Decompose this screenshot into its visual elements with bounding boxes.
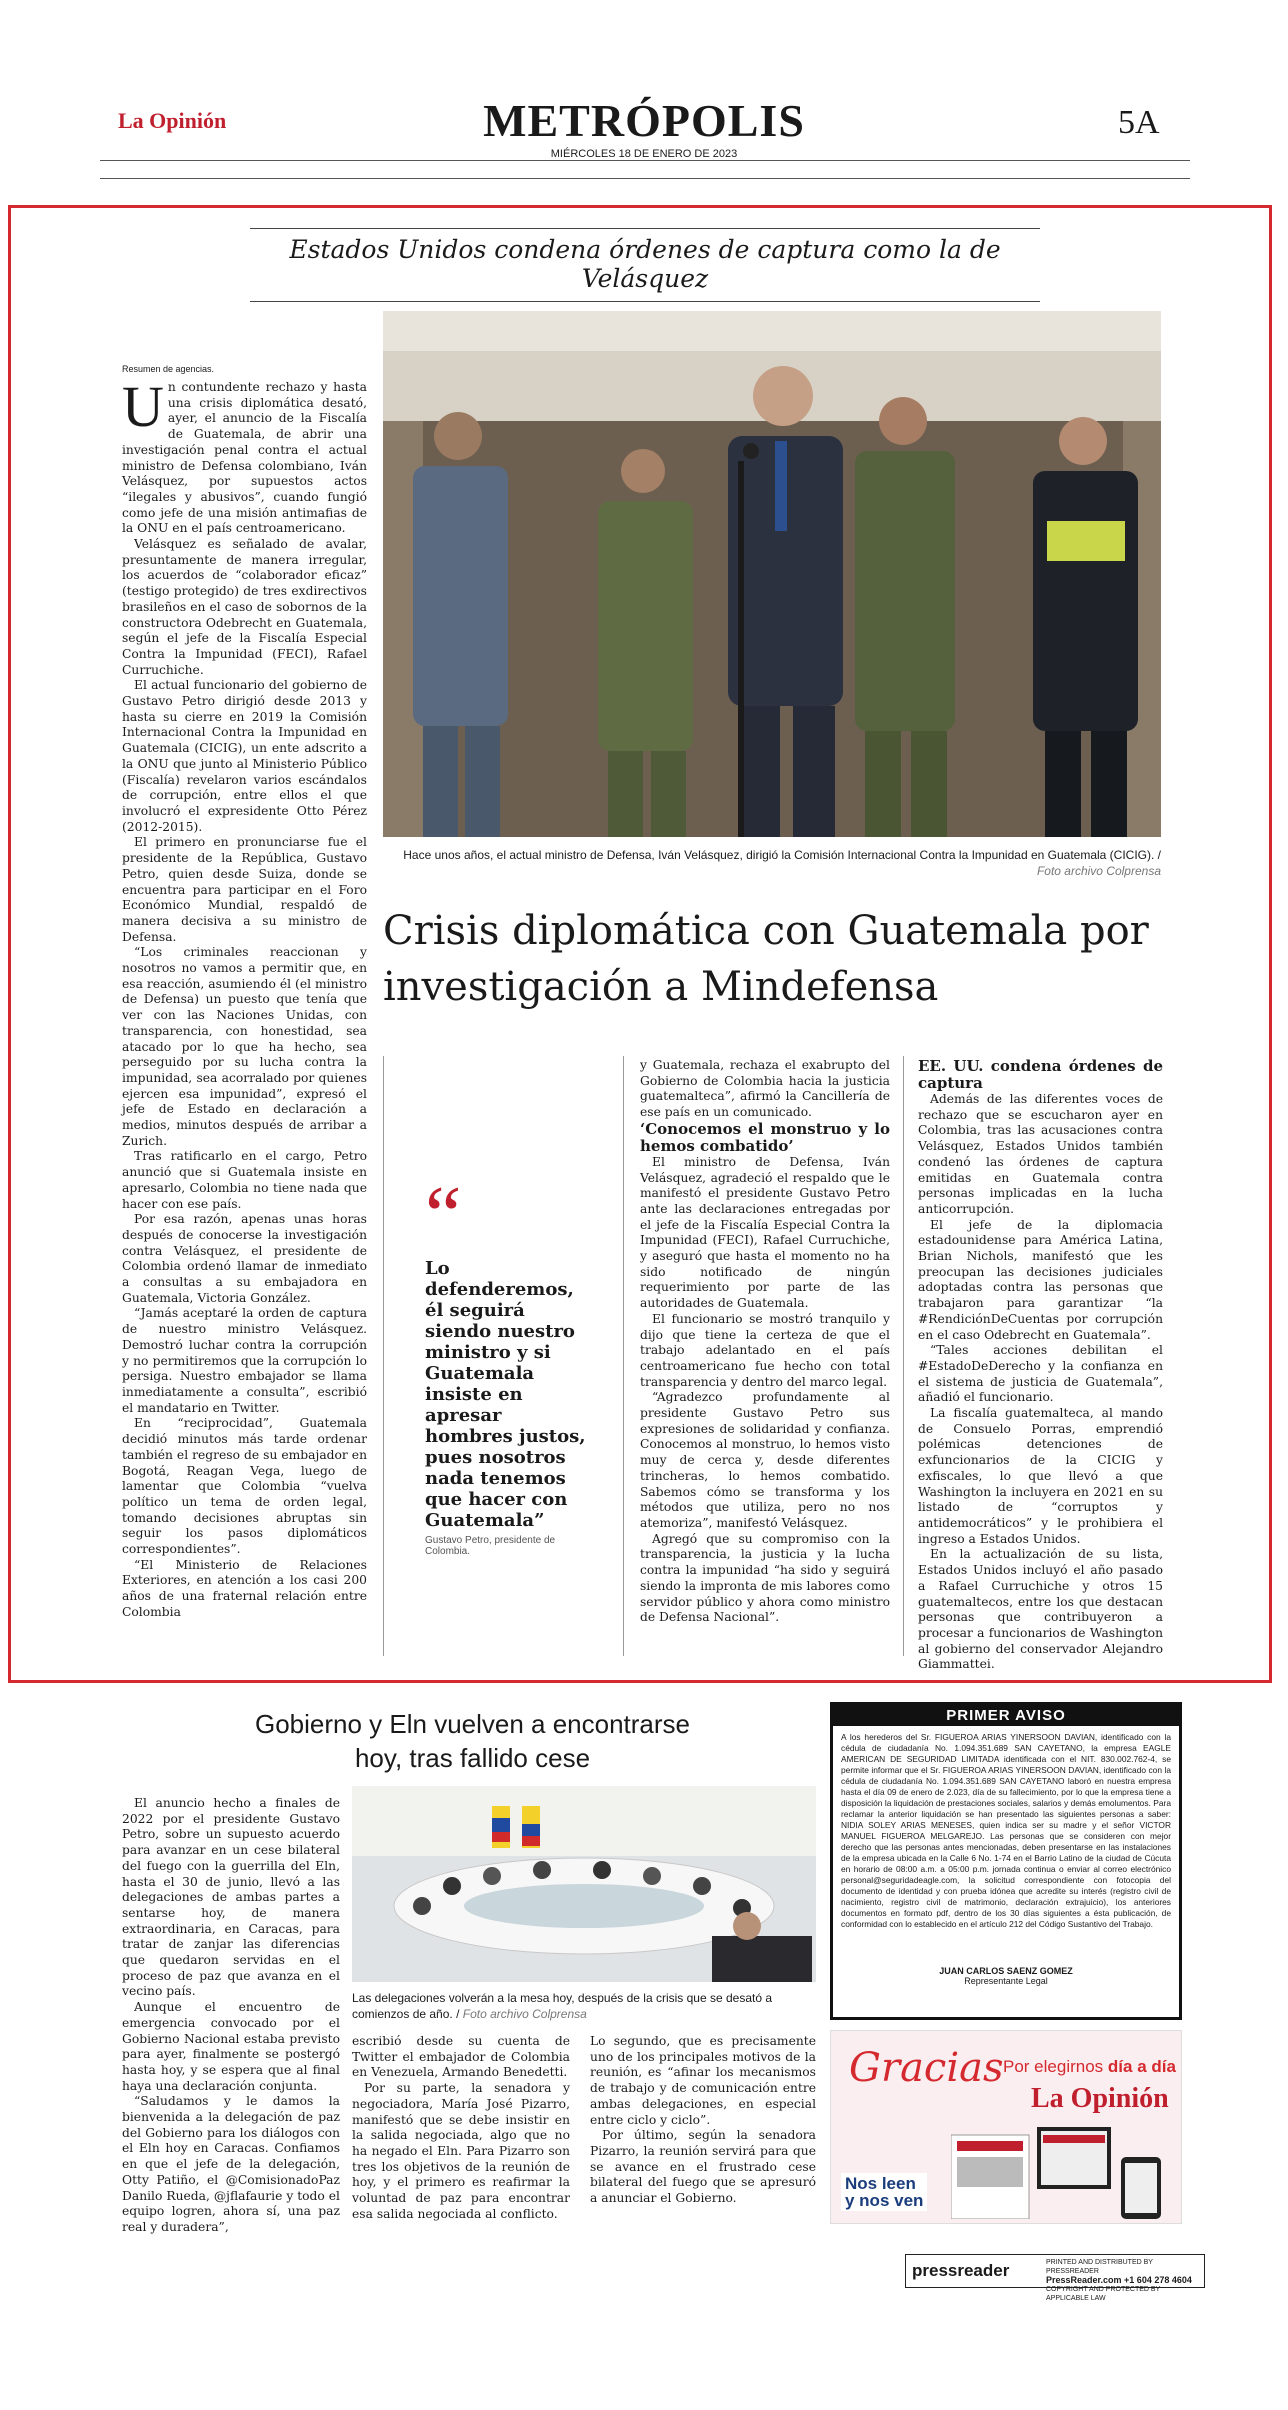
pressreader-line-2: PressReader.com +1 604 278 4604 bbox=[1046, 2275, 1192, 2285]
ad-brand: La Opinión bbox=[1031, 2083, 1169, 2114]
paragraph: “Agradezco profundamente al presidente Gustavo Petro sus expresiones de solidaridad y confianza. Conocemos al monstruo, lo hemos visto muy de cerca y, desde diferentes trincheras, lo hemos combatido. Sabemos cómo se transforma y los métodos que utiliza, pero no nos atemoriza”, manifestó Velásquez. bbox=[640, 1390, 890, 1530]
paragraph: “Jamás aceptaré la orden de captura de nuestro ministro Velásquez. Demostró luchar contra la corrupción y no permitiremos que la corrupción lo persiga. Nuestro embajador se llama inmediatamente a consulta”, escribió el mandatario en Twitter. bbox=[122, 1306, 367, 1415]
column-divider bbox=[623, 1056, 624, 1656]
header-rule-1 bbox=[100, 160, 1190, 161]
paragraph: “Los criminales reaccionan y nosotros no vamos a permitir que, en esa reacción, asumiendo él (el ministro de Defensa) un puesto que tenía que ver con las Naciones Unidas, con transparencia, con honestidad, sea atacado por lo que ha hecho, sea perseguido por su lucha contra la impunidad, sea acorralado por quienes ejercen esa impunidad”, expresó el jefe de Estado en declaración a medios, minutos después de arribar a Zurich. bbox=[122, 945, 367, 1148]
ad-tagline-em: día a día bbox=[1107, 2057, 1176, 2076]
second-headline: Gobierno y Eln vuelven a encontrarse hoy, tras fallido cese bbox=[254, 1709, 691, 1773]
ad-slogan-2: y nos ven bbox=[845, 2191, 924, 2210]
notice-signer-role: Representante Legal bbox=[964, 1976, 1048, 1986]
column-divider bbox=[903, 1056, 904, 1656]
story-source: Resumen de agencias. bbox=[122, 364, 215, 374]
ad-slogan bbox=[841, 2173, 927, 2211]
second-col-2 bbox=[352, 2034, 570, 2222]
main-col-3 bbox=[640, 1058, 890, 1626]
quote-mark: “ bbox=[425, 1169, 462, 1260]
paragraph: Lo segundo, que es precisamente uno de los principales motivos de la reunión, es “afinar los mecanismos de trabajo y de comunicación entre ambas delegaciones, en especial entre ciclo y ciclo”. bbox=[590, 2034, 816, 2127]
paragraph: La fiscalía guatemalteca, al mando de Consuelo Porras, emprendió polémicas detenciones de exfuncionarios de la CICIG y exfiscales, lo que llevó a que Washington la incluyera en 2021 en su listado de “corruptos y antidemocráticos” y le prohibiera el ingreso a Estados Unidos. bbox=[918, 1406, 1163, 1546]
second-photo-caption: Las delegaciones volverán a la mesa hoy, después de la crisis que se desató a comienzos de año. / Foto archivo Colprensa bbox=[352, 1991, 773, 2021]
paragraph: “Tales acciones debilitan el #EstadoDeDerecho y la confianza en el sistema de justicia de Guatemala”, añadió el funcionario. bbox=[918, 1343, 1163, 1405]
paragraph: Además de las diferentes voces de rechazo que se escucharon ayer en Colombia, tras las acusaciones contra Velásquez, Estados Unidos también condenó las órdenes de captura emitidas en Guatemala contra personas implicadas en la lucha anticorrupción. bbox=[918, 1092, 1163, 1216]
quote-source: Gustavo Petro, presidente de Colombia. bbox=[425, 1535, 556, 1557]
main-col-4 bbox=[918, 1058, 1163, 1673]
pressreader-line-3: COPYRIGHT AND PROTECTED BY APPLICABLE LAW bbox=[1046, 2286, 1161, 2302]
caption-text: Hace unos años, el actual ministro de Defensa, Iván Velásquez, dirigió la Comisión Internacional Contra la Impunidad en Guatemala (CICIG). bbox=[403, 848, 1155, 862]
paragraph: El primero en pronunciarse fue el presidente de la República, Gustavo Petro, quien desde Suiza, donde se encuentra para participar en el Foro Económico Mundial, respaldó de manera decisiva a su ministro de Defensa. bbox=[122, 835, 367, 944]
paragraph: El anuncio hecho a finales de 2022 por el presidente Gustavo Petro, sobre un supuesto acuerdo para avanzar en un cese bilateral del fuego con la guerrilla del Eln, hasta el 30 de junio, llevó a las delegaciones de ambas partes a sentarse hoy, de manera extraordinaria, en Caracas, para tratar de zanjar las diferencias que quedaron servidas en el proceso de paz que avanza en el vecino país. bbox=[122, 1796, 340, 1999]
photo-credit: Foto archivo Colprensa bbox=[462, 2007, 587, 2021]
lead-paragraph: n contundente rechazo y hasta una crisis diplomática desató, ayer, el anuncio de la Fiscalía de Guatemala, de abrir una investigación penal contra el actual ministro de Defensa colombiano, Iván Velásquez, por supuestos actos “ilegales y abusivos”, cuando fungió como jefe de una misión antimafias de la ONU en el país centroamericano. bbox=[122, 380, 367, 536]
advertisement[interactable] bbox=[830, 2030, 1182, 2224]
section-title: METRÓPOLIS bbox=[483, 95, 805, 146]
paragraph: escribió desde su cuenta de Twitter el embajador de Colombia en Venezuela, Armando Benedetti. bbox=[352, 2034, 570, 2080]
ad-devices-image bbox=[951, 2127, 1171, 2219]
main-photo bbox=[383, 311, 1161, 837]
newspaper-logo: La Opinión bbox=[118, 108, 227, 133]
header-rule-2 bbox=[100, 178, 1190, 179]
subheading: EE. UU. condena órdenes de captura bbox=[918, 1057, 1163, 1092]
paragraph: Tras ratificarlo en el cargo, Petro anunció que si Guatemala insiste en apresarlo, Colombia no tiene nada que hacer con ese país. bbox=[122, 1149, 367, 1211]
pressreader-info bbox=[1046, 2258, 1204, 2303]
paragraph: El funcionario se mostró tranquilo y dijo que tiene la certeza de que el trabajo adelantado en el país centroamericano fue hecho con total transparencia y dentro del marco legal. bbox=[640, 1311, 890, 1389]
paragraph: Por su parte, la senadora y negociadora, María José Pizarro, manifestó que se debe insistir en la salida negociada, algo que no ha negado el Eln. Para Pizarro son tres los objetivos de la reunión de hoy, y el primero es reafirmar la voluntad de paz para encontrar esa salida negociada al conflicto. bbox=[352, 2081, 570, 2221]
main-photo-caption: Hace unos años, el actual ministro de Defensa, Iván Velásquez, dirigió la Comisión Internacional Contra la Impunidad en Guatemala (CICIG). / Foto archivo Colprensa bbox=[403, 848, 1161, 878]
main-col-1 bbox=[122, 374, 367, 1621]
paragraph: El ministro de Defensa, Iván Velásquez, agradeció el respaldo que le manifestó el presidente Gustavo Petro ante las declaraciones entregadas por el jefe de la Fiscalía Especial Contra la Impunidad (FECI), Rafael Curruchiche, y aseguró que hasta el momento no ha sido notificado de ningún requerimiento por parte de las autoridades de Guatemala. bbox=[640, 1154, 890, 1311]
paragraph: y Guatemala, rechaza el exabrupto del Gobierno de Colombia hacia la justicia guatemalteca”, afirmó la Cancillería de ese país en un comunicado. bbox=[640, 1058, 890, 1120]
quote-text: Lo defenderemos, él seguirá siendo nuestro ministro y si Guatemala insiste en apresar hombres justos, pues nosotros nada tenemos que hacer con Guatemala” bbox=[425, 1258, 586, 1531]
paragraph: En la actualización de su lista, Estados Unidos incluyó el año pasado a Rafael Curruchiche y otros 15 guatemaltecos, entre los que destacan personas que contribuyeron a procesar a funcionarios de Washington al gobierno del conservador Alejandro Giammattei. bbox=[918, 1547, 1163, 1672]
ad-tagline bbox=[1003, 2057, 1176, 2077]
paragraph: En “reciprocidad”, Guatemala decidió minutos más tarde ordenar también el regreso de su embajador en Bogotá, Reagan Vega, luego de lamentar que Colombia “vuelva político un tema de orden legal, tomando decisiones abruptas sin seguir los pasos diplomáticos correspondientes”. bbox=[122, 1416, 367, 1557]
main-headline: Crisis diplomática con Guatemala por investigación a Mindefensa bbox=[383, 908, 1149, 1010]
notice-signer: JUAN CARLOS SAENZ GOMEZ bbox=[939, 1966, 1073, 1976]
issue-date: MIÉRCOLES 18 DE ENERO DE 2023 bbox=[550, 148, 738, 160]
second-photo bbox=[352, 1786, 816, 1982]
notice-title: PRIMER AVISO bbox=[833, 1705, 1179, 1726]
photo-credit: Foto archivo Colprensa bbox=[1036, 864, 1161, 878]
paragraph: Agregó que su compromiso con la transparencia, la justicia y la lucha contra la impunidad “ha sido y seguirá siendo la impronta de mis labores como servidor público y ahora como ministro de Defensa Nacional”. bbox=[640, 1531, 890, 1625]
pull-quote bbox=[425, 1169, 595, 1557]
subheading: ‘Conocemos el monstruo y lo hemos combatido’ bbox=[640, 1119, 890, 1155]
story-kicker: Estados Unidos condena órdenes de captura como la de Velásquez bbox=[250, 228, 1040, 302]
paragraph: Velásquez es señalado de avalar, presuntamente de manera irregular, los acuerdos de “colaborador eficaz” (testigo protegido) de tres exdirectivos brasileños en el caso de sobornos de la constructora Odebrecht en Guatemala, según el jefe de la Fiscalía Especial Contra la Impunidad (FECI), Rafael Curruchiche. bbox=[122, 537, 367, 677]
paragraph: Por esa razón, apenas unas horas después de conocerse la investigación contra Velásquez, el presidente de Colombia ordenó llamar de inmediato a consultas a su embajadora en Guatemala, Victoria González. bbox=[122, 1212, 367, 1305]
paragraph: Por último, según la senadora Pizarro, la reunión servirá para que se avance en el frustrado cese bilateral del fuego que se apresuró a anunciar el Gobierno. bbox=[590, 2128, 816, 2206]
paragraph: “Saludamos y le damos la bienvenida a la delegación de paz del Gobierno para los diálogos con el Eln hoy en Caracas. Confiamos en que el jefe de la delegación, Otty Patiño, el @ComisionadoPaz Danilo Rueda, @jflafaurie y todo el equipo logren, ahora sí, una paz real y duradera”, bbox=[122, 2094, 340, 2234]
ad-slogan-1: Nos leen bbox=[845, 2174, 916, 2193]
page-number: 5A bbox=[1118, 104, 1160, 141]
notice-body: A los herederos del Sr. FIGUEROA ARIAS YINERSOON DAVIAN, identificado con la cédula de ciudadanía No. 1.094.351.689 SAN CAYETANO, la empresa EAGLE AMERICAN DE SEGURIDAD LIMITADA identificada con el NIT. 830.002.762-4, se permite informar que el Sr. FIGUEROA ARIAS YINERSOON DAVIAN, identificado con la cédula de ciudadanía No. 1.094.351.689 SAN CAYETANO laboró en nuestra empresa hasta el día 09 de enero de 2.023, día de su fallecimiento, por lo que la empresa tiene a disposición la liquidación de prestaciones sociales, salarios y demás emolumentos. Para reclamar la anterior liquidación se han presentado las siguientes personas a saber: NIDIA SOLEY ARIAS MENESES, quien indica ser su madre y el señor VICTOR MANUEL FIGUEROA MELGAREJO. Las personas que se consideren con mejor derecho que las personas antes mencionadas, deben presentarse en las instalaciones de la empresa ubicada en la Calle 6 No. 1-74 en el Barrio Latino de la ciudad de Cúcuta en horario de 08:00 a.m. a 05:00 p.m. jornada continua o enviar al correo electrónico personal@seguridadeagle.com, la solicitud correspondiente con fotocopia del documento de identidad y con prueba idónea que acredite su interés (registro civil de nacimiento, registro civil de matrimonio, declaración extrajuicio), los anteriores documentos en formato pdf, dentro de los 30 días siguientes a ésta publicación, de conformidad con lo establecido en el artículo 212 del Código Sustantivo del Trabajo. bbox=[841, 1732, 1171, 1929]
paragraph: El actual funcionario del gobierno de Gustavo Petro dirigió desde 2013 y hasta su cierre en 2019 la Comisión Internacional Contra la Impunidad en Guatemala (CICIG), un ente adscrito a la ONU que junto al Ministerio Público (Fiscalía) revelaron varios escándalos de corrupción, entre ellos el que involucró el expresidente Otto Pérez (2012-2015). bbox=[122, 678, 367, 834]
pressreader-footer bbox=[905, 2254, 1205, 2302]
paragraph: El jefe de la diplomacia estadounidense para América Latina, Brian Nichols, manifestó que les preocupan las decisiones judiciales adoptadas contra las personas que trabajaron para garantizar “la #RendiciónDeCuentas por corrupción en el caso Odebrecht en Guatemala”. bbox=[918, 1217, 1163, 1342]
paragraph: “El Ministerio de Relaciones Exteriores, en atención a los casi 200 años de una fraternal relación entre Colombia bbox=[122, 1557, 367, 1619]
ad-gracias: Gracias bbox=[849, 2045, 1004, 2091]
paragraph: Aunque el encuentro de emergencia convocado por el Gobierno Nacional estaba previsto para ayer, finalmente se postergó hasta hoy, y se espera que al final haya una declaración conjunta. bbox=[122, 2000, 340, 2093]
second-col-1 bbox=[122, 1796, 340, 2236]
column-divider bbox=[383, 1056, 384, 1656]
caption-text: Las delegaciones volverán a la mesa hoy, después de la crisis que se desató a comienzos de año. bbox=[352, 1991, 773, 2021]
dropcap: U bbox=[122, 374, 164, 439]
ad-tagline-pre: Por elegirnos bbox=[1003, 2057, 1104, 2076]
second-col-3 bbox=[590, 2034, 816, 2207]
pressreader-logo: pressreader bbox=[912, 2261, 1010, 2280]
pressreader-line-1: PRINTED AND DISTRIBUTED BY PRESSREADER bbox=[1046, 2259, 1153, 2275]
legal-notice bbox=[830, 1702, 1182, 2020]
